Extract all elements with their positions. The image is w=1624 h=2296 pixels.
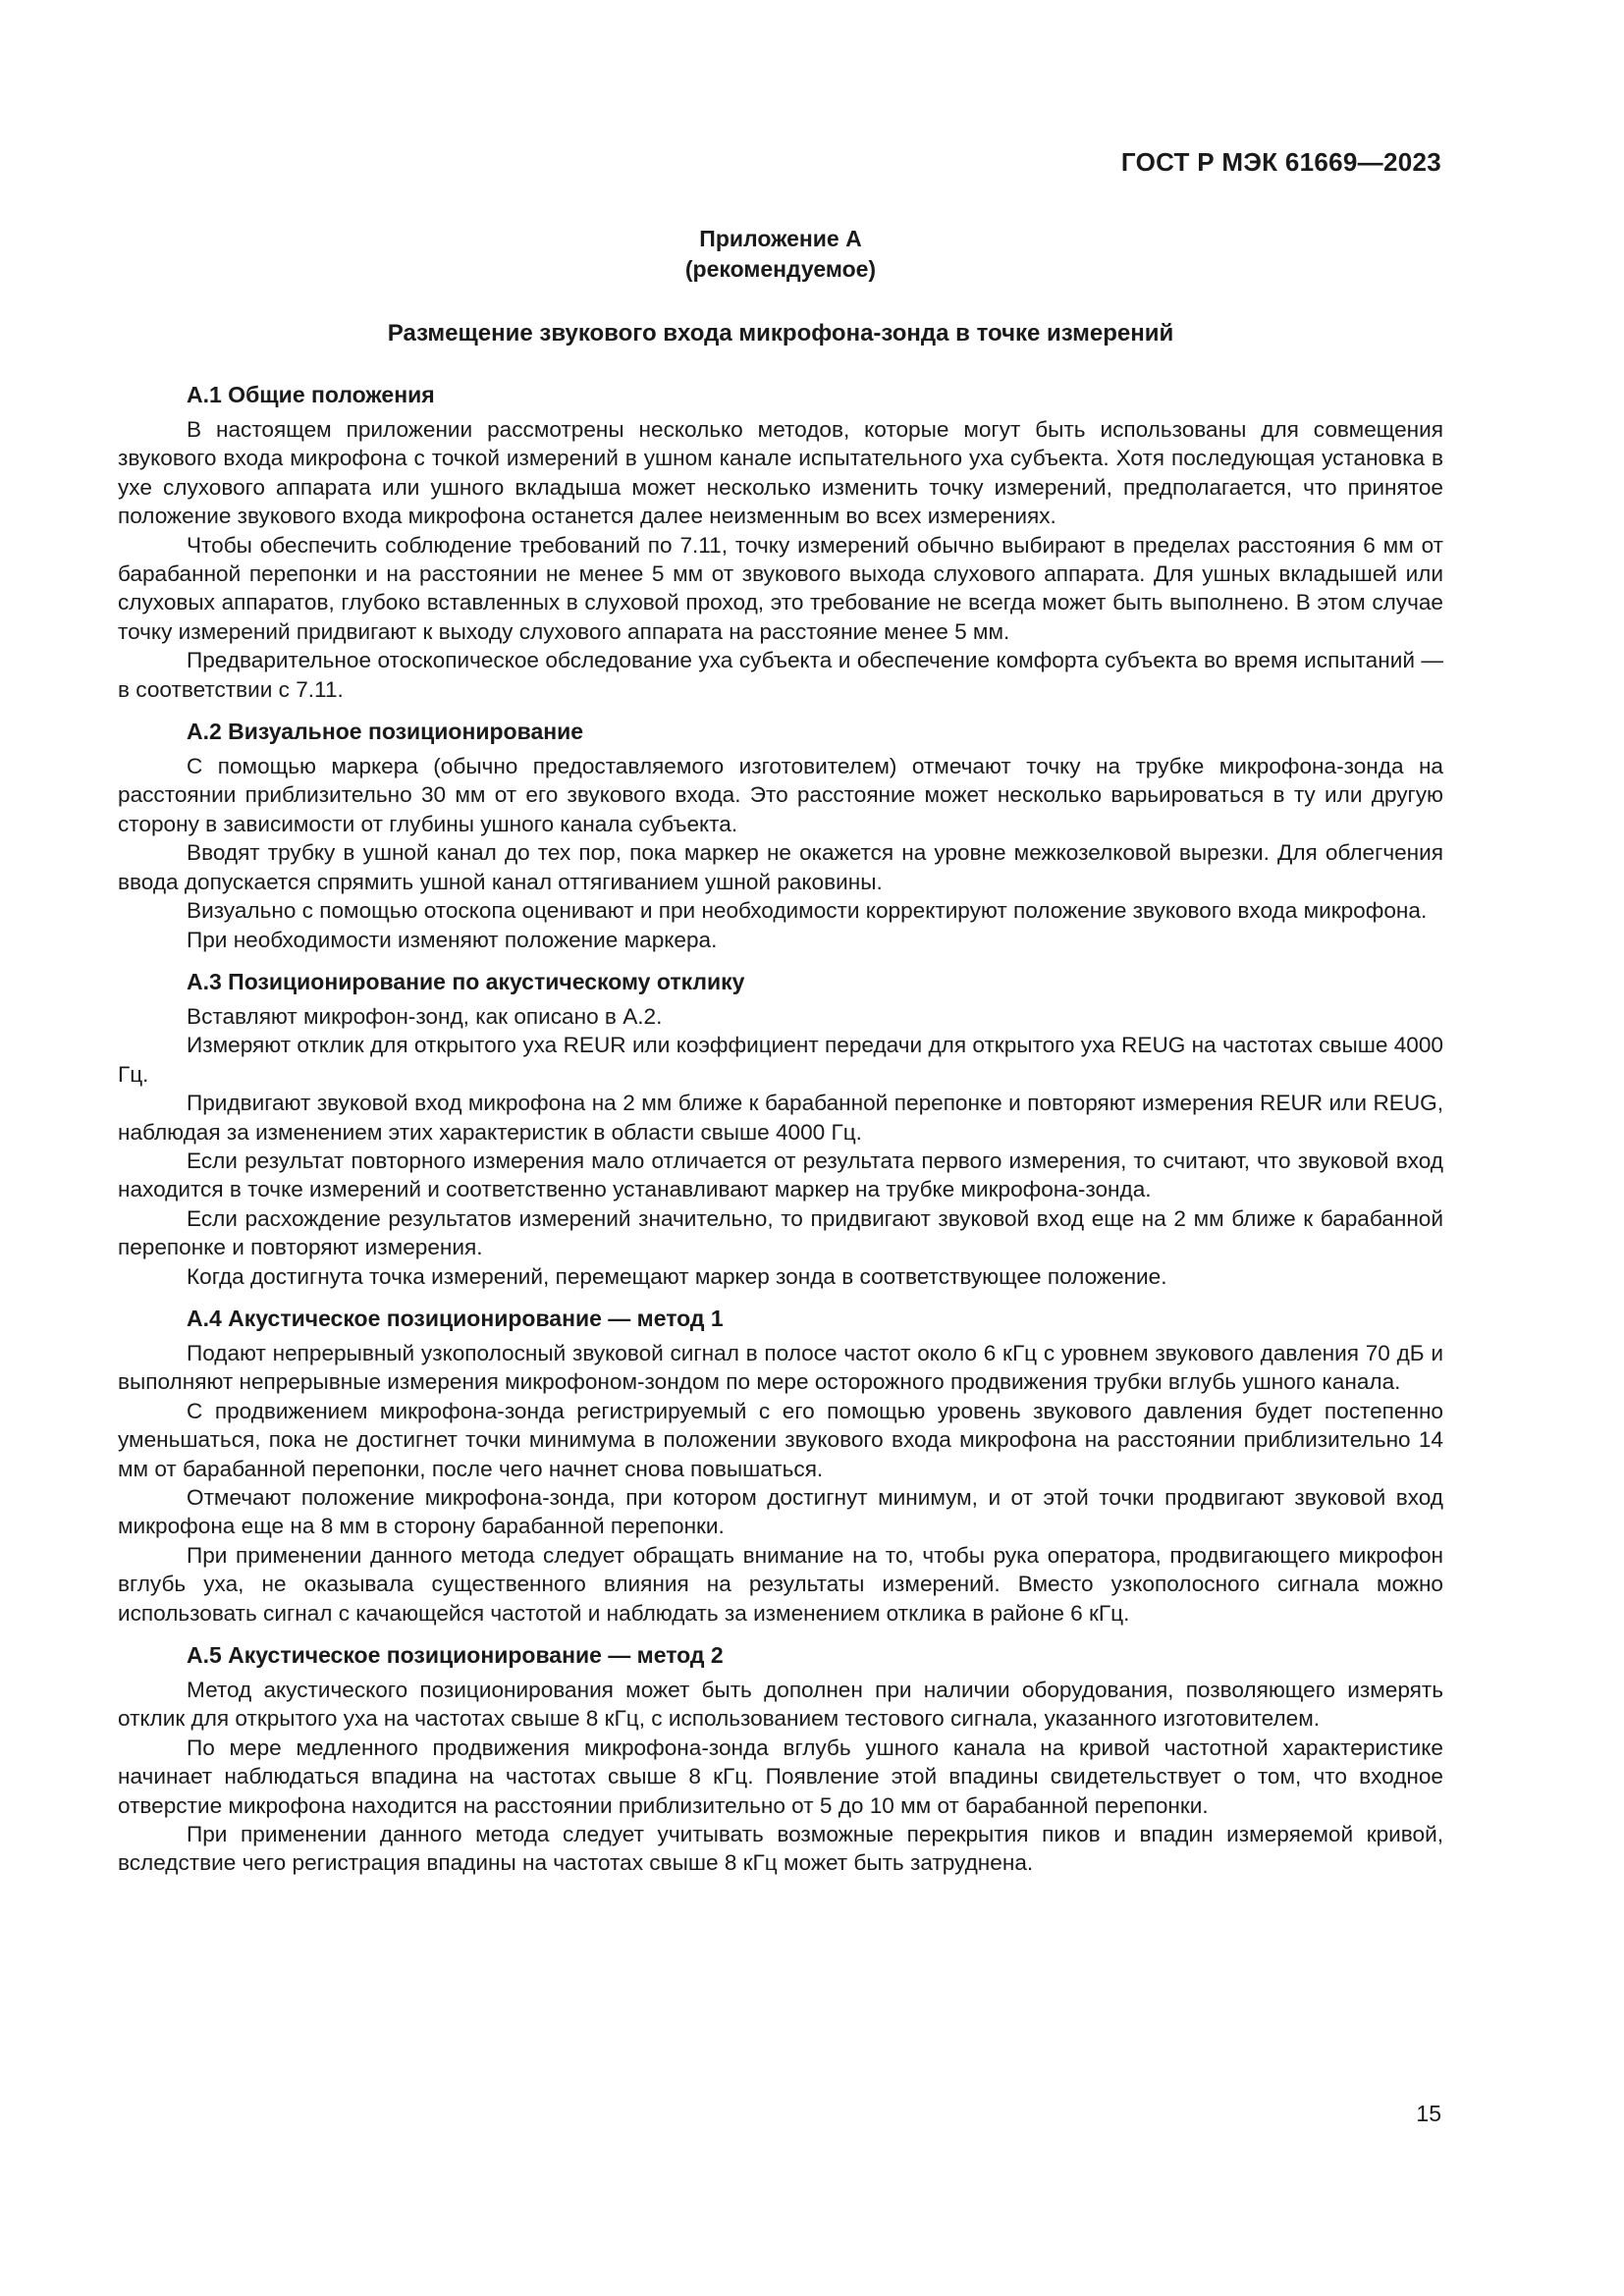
paragraph: Подают непрерывный узкополосный звуковой сигнал в полосе частот около 6 кГц с уровнем звукового давления 70 дБ и выполняют непрерывные измерения микрофоном-зондом по мере осторожного продвижения трубки вглубь ушного канала. [118,1340,1443,1395]
paragraph: Визуально с помощью отоскопа оценивают и при необходимости корректируют положение звукового входа микрофона. [187,898,1428,924]
paragraph: При применении данного метода следует учитывать возможные перекрытия пиков и впадин измеряемой кривой, вследствие чего регистрация впадины на частотах свыше 8 кГц может быть затруднена. [118,1822,1443,1876]
annex-title: Размещение звукового входа микрофона-зонда в точке измерений [387,320,1174,347]
sections-container [118,381,1443,1878]
section-title: А.2 Визуальное позиционирование [187,719,584,745]
document-code: ГОСТ Р МЭК 61669—2023 [1120,147,1441,177]
paragraph: Если результат повторного измерения мало отличается от результата первого измерения, то считают, что звуковой вход находится в точке измерений и соответственно устанавливают маркер на трубке микрофона-зонда. [118,1148,1443,1202]
annex-header [118,224,1443,285]
paragraph: Измеряют отклик для открытого уха REUR или коэффициент передачи для открытого уха REUG на частотах свыше 4000 Гц. [118,1033,1443,1087]
section [118,1641,1443,1878]
paragraph: Предварительное отоскопическое обследование уха субъекта и обеспечение комфорта субъекта во время испытаний — в соответствии с 7.11. [118,648,1443,702]
section-title: А.4 Акустическое позиционирование — метод 1 [187,1305,724,1331]
paragraph: С помощью маркера (обычно предоставляемого изготовителем) отмечают точку на трубке микрофона-зонда на расстоянии приблизительно 30 мм от его звукового входа. Это расстояние может несколько варьироваться в ту или другую сторону в зависимости от глубины ушного канала субъекта. [118,754,1443,836]
annex-label: Приложение А [699,226,862,251]
paragraph: С продвижением микрофона-зонда регистрируемый с его помощью уровень звукового давления будет постепенно уменьшаться, пока не достигнет точки минимума в положении звукового входа микрофона на расстоянии приблизительно 14 мм от барабанной перепонки, после чего начнет снова повышаться. [118,1398,1443,1481]
page-content [118,224,1443,1878]
paragraph: Отмечают положение микрофона-зонда, при котором достигнут минимум, и от этой точки продвигают звуковой вход микрофона еще на 8 мм в сторону барабанной перепонки. [118,1485,1443,1539]
paragraph: При необходимости изменяют положение маркера. [187,927,718,952]
paragraph: Вставляют микрофон-зонд, как описано в А.2. [187,1003,663,1029]
section [118,1305,1443,1628]
section [118,381,1443,704]
paragraph: Придвигают звуковой вход микрофона на 2 мм ближе к барабанной перепонке и повторяют измерения REUR или REUG, наблюдая за изменением этих характеристик в области свыше 4000 Гц. [118,1091,1443,1145]
paragraph: Если расхождение результатов измерений значительно, то придвигают звуковой вход еще на 2 мм ближе к барабанной перепонке и повторяют измерения. [118,1205,1443,1260]
paragraph: Вводят трубку в ушной канал до тех пор, пока маркер не окажется на уровне межкозелковой вырезки. Для облегчения ввода допускается спрямить ушной канал оттягиванием ушной раковины. [118,840,1443,894]
section [118,718,1443,954]
page-number: 15 [1416,2101,1441,2126]
paragraph: Чтобы обеспечить соблюдение требований по 7.11, точку измерений обычно выбирают в пределах расстояния 6 мм от барабанной перепонки и на расстоянии не менее 5 мм от звукового выхода слухового аппарата. Для ушных вкладышей или слуховых аппаратов, глубоко вставленных в слуховой проход, это требование не всегда может быть выполнено. В этом случае точку измерений придвигают к выходу слухового аппарата на расстояние менее 5 мм. [118,532,1443,644]
section-title: А.5 Акустическое позиционирование — метод 2 [187,1642,724,1669]
section-title: А.1 Общие положения [187,382,435,407]
paragraph: При применении данного метода следует обращать внимание на то, чтобы рука оператора, продвигающего микрофон вглубь уха, не оказывала существенного влияния на результаты измерений. Вместо узкополосного сигнала можно использовать сигнал с качающейся частотой и наблюдать за изменением отклика в районе 6 кГц. [118,1542,1443,1626]
paragraph: Когда достигнута точка измерений, перемещают маркер зонда в соответствующее положение. [187,1263,1167,1289]
paragraph: По мере медленного продвижения микрофона-зонда вглубь ушного канала на кривой частотной характеристике начинает наблюдаться впадина на частотах свыше 8 кГц. Появление этой впадины свидетельствует о том, что входное отверстие микрофона находится на расстоянии приблизительно от 5 до 10 мм от барабанной перепонки. [118,1735,1443,1818]
paragraph: Метод акустического позиционирования может быть дополнен при наличии оборудования, позволяющего измерять отклик для открытого уха на частотах свыше 8 кГц, с использованием тестового сигнала, указанного изготовителем. [118,1678,1443,1732]
annex-status: (рекомендуемое) [684,256,877,282]
section-title: А.3 Позиционирование по акустическому отклику [187,968,745,994]
section [118,968,1443,1291]
paragraph: В настоящем приложении рассмотрены несколько методов, которые могут быть использованы для совмещения звукового входа микрофона с точкой измерений в ушном канале испытательного уха субъекта. Хотя последующая установка в ухе слухового аппарата или ушного вкладыша может несколько изменить точку измерений, предполагается, что принятое положение звукового входа микрофона останется далее неизменным во всех измерениях. [118,417,1443,529]
